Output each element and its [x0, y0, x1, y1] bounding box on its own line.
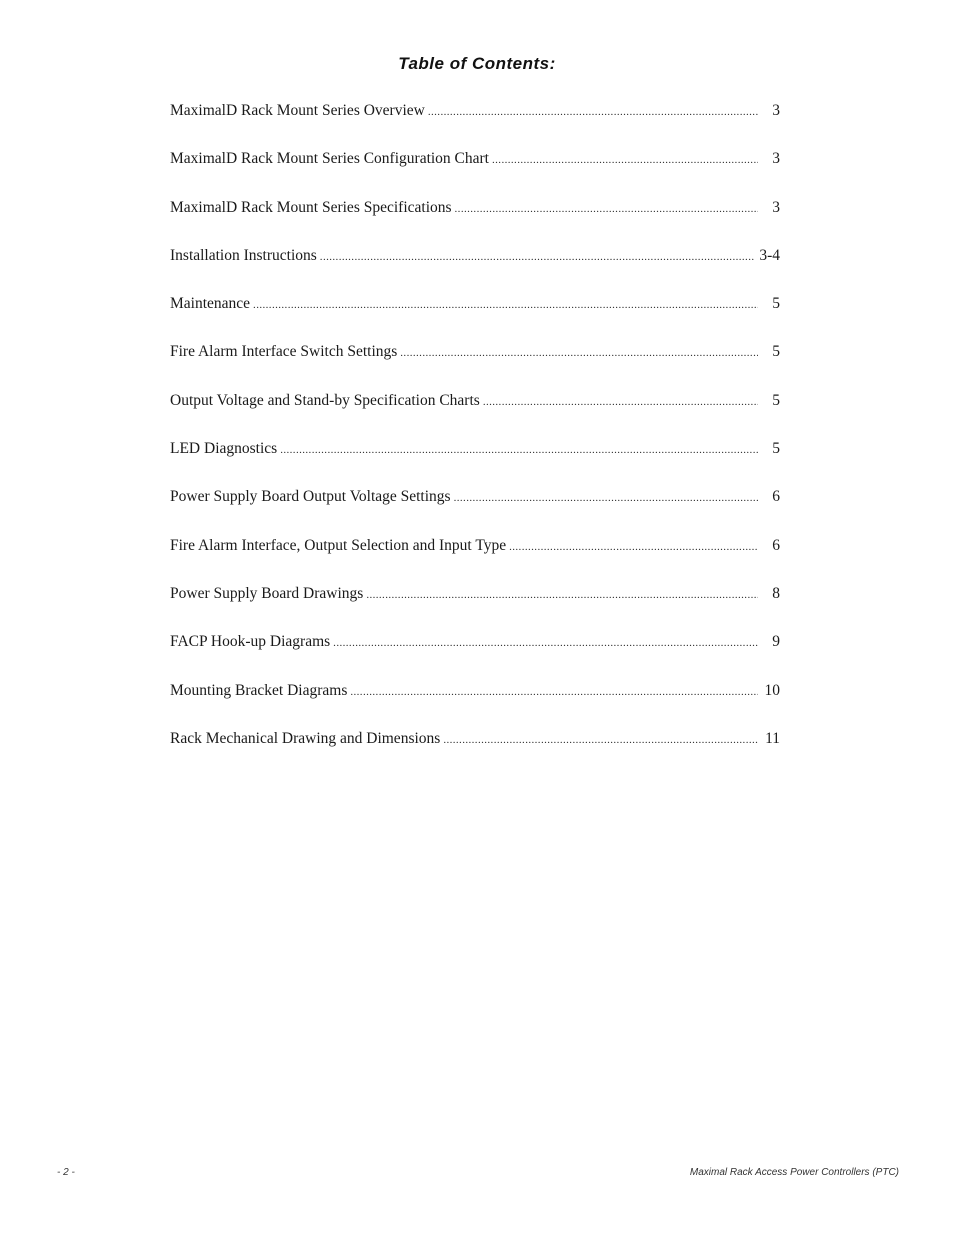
- toc-entry-page: 10: [764, 681, 780, 699]
- toc-entry: [170, 343, 780, 391]
- toc-entry-label: Mounting Bracket Diagrams: [170, 681, 348, 699]
- toc-entry-page: 3: [772, 102, 780, 119]
- toc-entry: [170, 730, 780, 778]
- toc-entry-page: 11: [765, 729, 780, 747]
- toc-entry-page: 8: [772, 584, 780, 602]
- toc-entry: [170, 440, 780, 488]
- toc-entry-label: MaximalD Rack Mount Series Overview: [170, 102, 425, 119]
- toc-entry-page: 6: [772, 536, 780, 554]
- toc-entry-label: LED Diagnostics: [170, 440, 278, 458]
- toc-entry-page: 6: [772, 488, 780, 506]
- toc-entry-page: 5: [772, 295, 780, 313]
- toc-dot-leader: [455, 203, 758, 215]
- toc-entry: [170, 537, 780, 585]
- toc-entry: [170, 633, 780, 681]
- footer-document-title: Maximal Rack Access Power Controllers (PTC): [689, 1167, 899, 1178]
- toc-entry-page: 3: [772, 198, 780, 216]
- toc-dot-leader: [280, 444, 758, 456]
- toc-entry: [170, 247, 780, 295]
- toc-dot-leader: [509, 541, 758, 553]
- toc-entry: [170, 682, 780, 730]
- toc-entry-label: MaximalD Rack Mount Series Configuration Chart: [170, 150, 489, 168]
- toc-dot-leader: [350, 686, 758, 698]
- toc-entry-label: Output Voltage and Stand-by Specification Charts: [170, 391, 480, 409]
- toc-entry: [170, 102, 780, 150]
- toc-dot-leader: [492, 154, 758, 166]
- toc-entry-label: MaximalD Rack Mount Series Specifications: [170, 198, 452, 216]
- toc-entry: [170, 392, 780, 440]
- toc-dot-leader: [320, 251, 756, 263]
- toc-entry-page: 9: [772, 633, 780, 651]
- toc-title: Table of Contents:: [398, 54, 556, 73]
- toc-entry-label: Installation Instructions: [170, 246, 317, 264]
- toc-list: [170, 102, 780, 778]
- toc-dot-leader: [333, 637, 758, 649]
- toc-entry: [170, 585, 780, 633]
- toc-entry-page: 5: [772, 440, 780, 458]
- toc-entry-label: Fire Alarm Interface Switch Settings: [170, 343, 398, 361]
- footer-page-number: - 2 -: [57, 1167, 75, 1178]
- toc-entry: [170, 199, 780, 247]
- toc-entry-label: Rack Mechanical Drawing and Dimensions: [170, 729, 441, 747]
- toc-entry-label: Maintenance: [170, 295, 251, 313]
- toc-entry-label: Fire Alarm Interface, Output Selection and Input Type: [170, 536, 507, 554]
- toc-entry-page: 3-4: [759, 246, 780, 264]
- toc-dot-leader: [483, 396, 758, 408]
- toc-dot-leader: [443, 734, 758, 746]
- toc-dot-leader: [366, 589, 758, 601]
- toc-entry-page: 3: [772, 150, 780, 168]
- toc-dot-leader: [428, 106, 758, 118]
- toc-entry-label: Power Supply Board Output Voltage Settings: [170, 488, 451, 506]
- toc-entry-label: Power Supply Board Drawings: [170, 584, 364, 602]
- toc-entry-label: FACP Hook-up Diagrams: [170, 633, 331, 651]
- toc-dot-leader: [454, 492, 758, 504]
- toc-dot-leader: [253, 299, 758, 311]
- toc-dot-leader: [400, 347, 758, 359]
- toc-entry-page: 5: [772, 391, 780, 409]
- toc-entry: [170, 488, 780, 536]
- toc-entry: [170, 295, 780, 343]
- toc-entry: [170, 150, 780, 198]
- toc-entry-page: 5: [772, 343, 780, 361]
